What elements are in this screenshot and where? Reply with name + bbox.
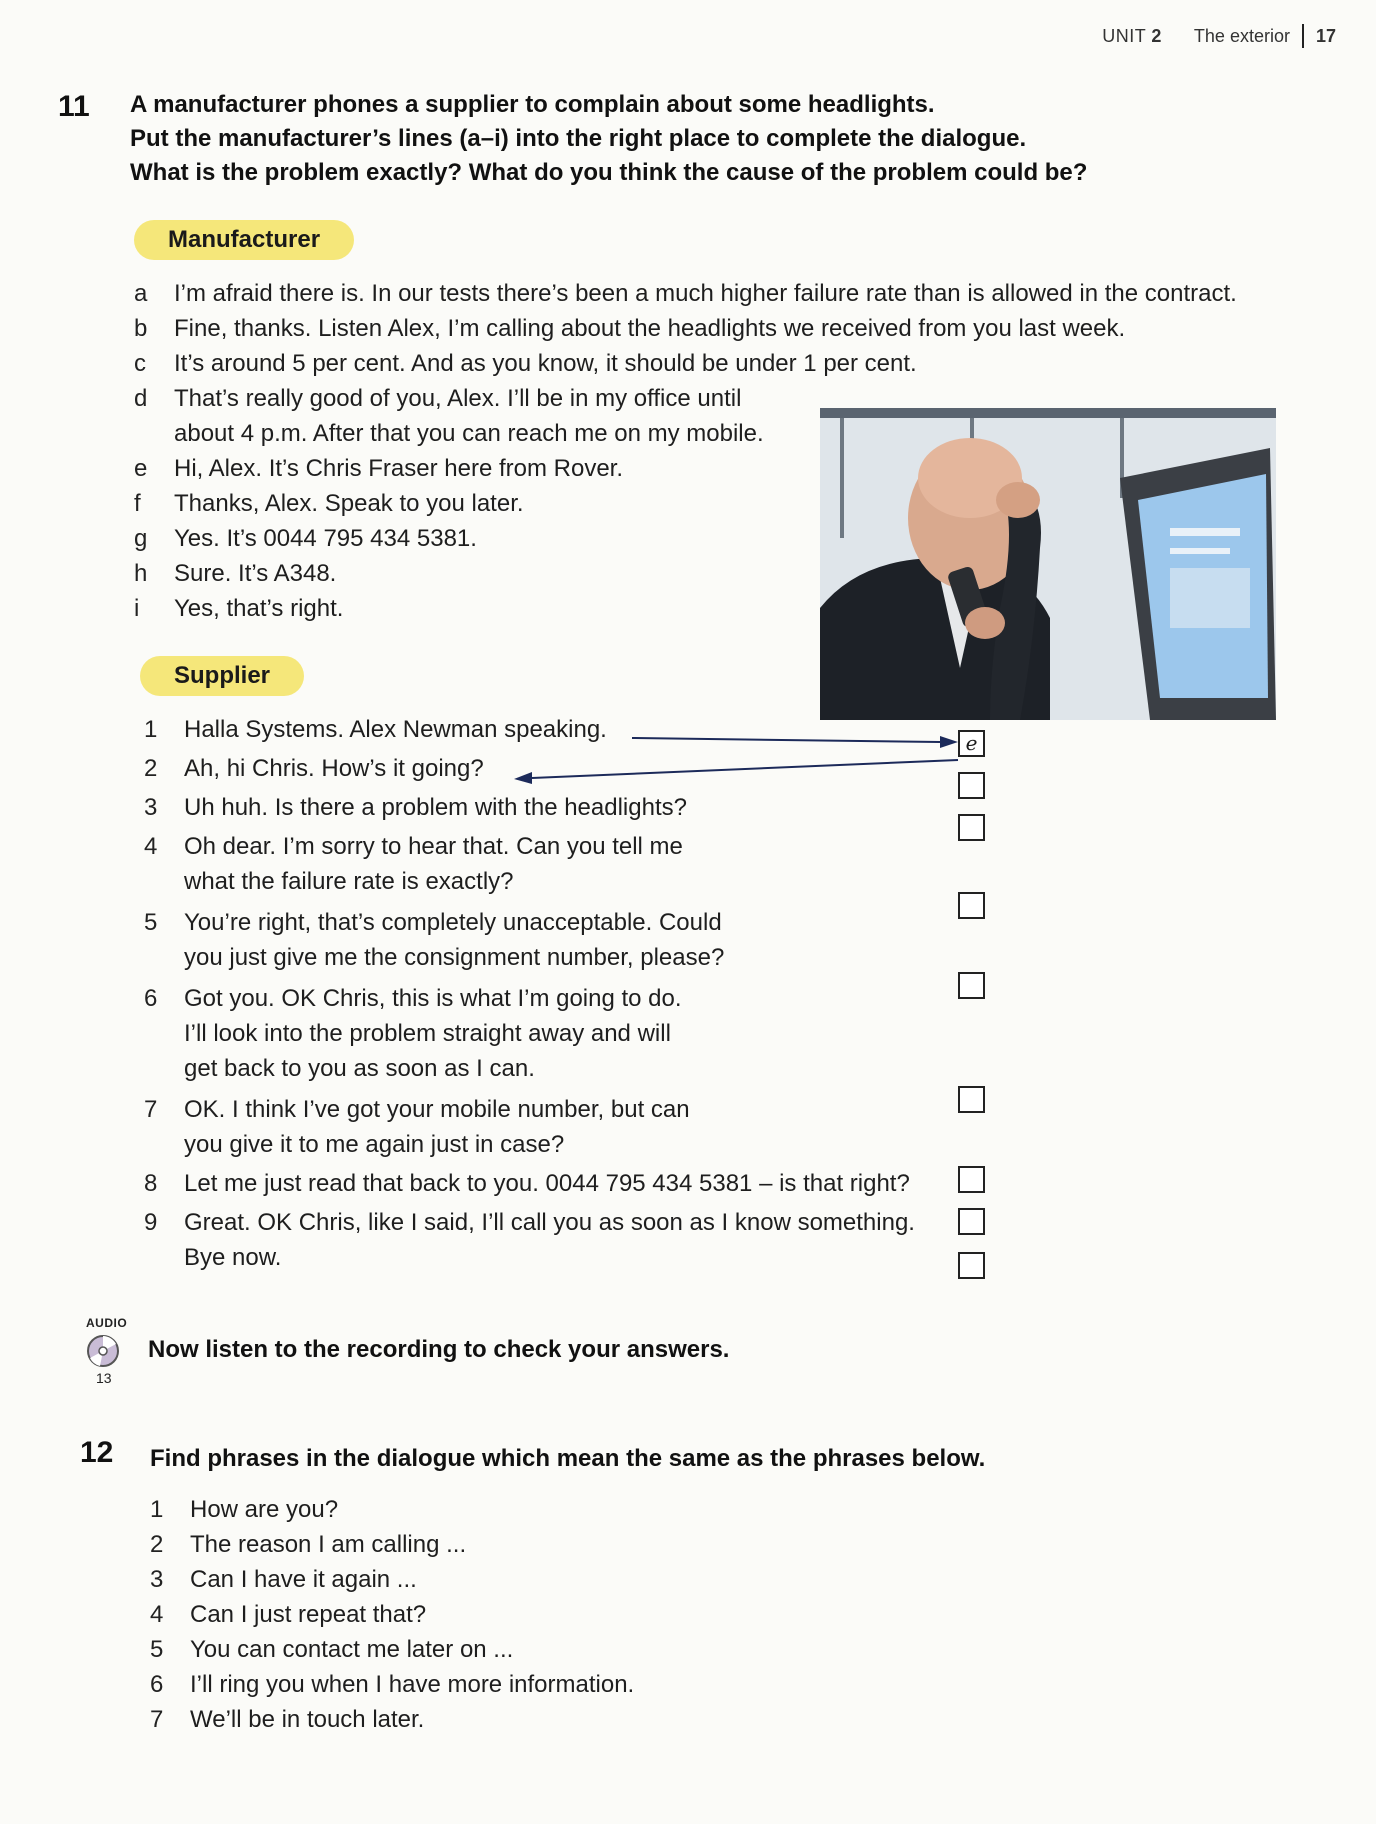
photo-man-on-phone xyxy=(820,408,1276,720)
line-text xyxy=(184,829,964,899)
line-number: 4 xyxy=(144,833,158,860)
answer-box-4[interactable] xyxy=(958,892,985,919)
line-number: 9 xyxy=(144,1209,158,1236)
item-text: Can I have it again ... xyxy=(190,1566,417,1593)
line-letter: h xyxy=(134,560,148,587)
manufacturer-heading: Manufacturer xyxy=(134,220,354,260)
line-text xyxy=(184,1205,964,1275)
item-number: 2 xyxy=(150,1531,164,1558)
item-number: 1 xyxy=(150,1496,164,1523)
line-number: 8 xyxy=(144,1170,158,1197)
line-text: That’s really good of you, Alex. I’ll be in my office until xyxy=(174,385,742,412)
line-text: Thanks, Alex. Speak to you later. xyxy=(174,490,524,517)
line-text-part: Bye now. xyxy=(184,1244,282,1271)
line-number: 3 xyxy=(144,794,158,821)
ex12-item-3 xyxy=(150,1562,1050,1597)
item-text: We’ll be in touch later. xyxy=(190,1706,425,1733)
ex12-item-1 xyxy=(150,1492,1050,1527)
line-letter: d xyxy=(134,385,148,412)
line-text xyxy=(184,981,964,1086)
exercise-12-number: 12 xyxy=(80,1436,114,1469)
item-number: 6 xyxy=(150,1671,164,1698)
answer-box-7[interactable] xyxy=(958,1166,985,1193)
line-text: Sure. It’s A348. xyxy=(174,560,337,587)
ex12-item-6 xyxy=(150,1667,1050,1702)
line-letter: a xyxy=(134,280,148,307)
item-text: The reason I am calling ... xyxy=(190,1531,467,1558)
item-text: Can I just repeat that? xyxy=(190,1601,427,1628)
line-text: Halla Systems. Alex Newman speaking. xyxy=(184,716,607,743)
line-text-part: You’re right, that’s completely unacceptable. Could xyxy=(184,909,722,936)
line-text: I’m afraid there is. In our tests there’s been a much higher failure rate than is allowed in the contract. xyxy=(174,280,1237,307)
ex12-item-2 xyxy=(150,1527,1050,1562)
answer-box-8[interactable] xyxy=(958,1208,985,1235)
answer-box-5[interactable] xyxy=(958,972,985,999)
answer-box-1[interactable]: e xyxy=(958,730,985,757)
photo-illustration xyxy=(820,408,1276,720)
audio-cd-icon[interactable] xyxy=(86,1334,120,1368)
supplier-line-5 xyxy=(144,905,964,975)
arrowhead-left xyxy=(514,772,532,784)
supplier-line-6 xyxy=(144,981,964,1086)
supplier-line-4 xyxy=(144,829,964,899)
manufacturer-line-c xyxy=(134,346,1294,381)
line-text-part: what the failure rate is exactly? xyxy=(184,868,514,895)
arrow-from-box-1 xyxy=(532,760,958,778)
supplier-line-7 xyxy=(144,1092,964,1162)
item-text: How are you? xyxy=(190,1496,339,1523)
line-text-part: OK. I think I’ve got your mobile number, but can xyxy=(184,1096,690,1123)
line-letter: f xyxy=(134,490,141,517)
exercise-11-instructions xyxy=(130,88,1310,190)
line-text: about 4 p.m. After that you can reach me on my mobile. xyxy=(174,420,764,447)
manufacturer-line-a xyxy=(134,276,1294,311)
audio-label: AUDIO xyxy=(86,1316,128,1330)
line-text: Uh huh. Is there a problem with the headlights? xyxy=(184,794,687,821)
line-letter: e xyxy=(134,455,148,482)
header-divider xyxy=(1302,24,1304,48)
manufacturer-line-b xyxy=(134,311,1294,346)
line-text: Let me just read that back to you. 0044 795 434 5381 – is that right? xyxy=(184,1170,910,1197)
line-text: It’s around 5 per cent. And as you know, it should be under 1 per cent. xyxy=(174,350,917,377)
line-text-part: get back to you as soon as I can. xyxy=(184,1055,535,1082)
ex12-item-5 xyxy=(150,1632,1050,1667)
exercise-12-instruction: Find phrases in the dialogue which mean the same as the phrases below. xyxy=(150,1445,986,1472)
exercise-11-number: 11 xyxy=(58,90,90,123)
line-number: 2 xyxy=(144,755,158,782)
line-text-part: Oh dear. I’m sorry to hear that. Can you tell me xyxy=(184,833,683,860)
ex12-item-4 xyxy=(150,1597,1050,1632)
line-text xyxy=(184,905,964,975)
instruction-line: What is the problem exactly? What do you think the cause of the problem could be? xyxy=(130,159,1088,186)
listen-instruction: Now listen to the recording to check your answers. xyxy=(148,1336,730,1363)
answer-box-6[interactable] xyxy=(958,1086,985,1113)
arrow-to-box-1 xyxy=(632,738,940,742)
line-text: Yes, that’s right. xyxy=(174,595,344,622)
line-letter: b xyxy=(134,315,148,342)
line-text-part: Got you. OK Chris, this is what I’m going to do. xyxy=(184,985,682,1012)
line-number: 6 xyxy=(144,985,158,1012)
page-header xyxy=(1102,24,1336,48)
exercise-12-list xyxy=(150,1492,1050,1737)
answer-box-9[interactable] xyxy=(958,1252,985,1279)
audio-track-number: 13 xyxy=(96,1370,112,1386)
line-text-part: you just give me the consignment number, please? xyxy=(184,944,725,971)
arrowhead-right xyxy=(940,736,958,748)
item-number: 5 xyxy=(150,1636,164,1663)
unit-label xyxy=(1102,26,1162,47)
line-letter: g xyxy=(134,525,148,552)
line-text-part: you give it to me again just in case? xyxy=(184,1131,565,1158)
line-text: Fine, thanks. Listen Alex, I’m calling about the headlights we received from you last week. xyxy=(174,315,1126,342)
example-arrows xyxy=(500,720,970,790)
answer-box-3[interactable] xyxy=(958,814,985,841)
section-title: The exterior xyxy=(1193,25,1290,46)
supplier-line-3 xyxy=(144,790,964,825)
unit-prefix: UNIT xyxy=(1102,25,1146,46)
line-number: 1 xyxy=(144,716,158,743)
line-text: Yes. It’s 0044 795 434 5381. xyxy=(174,525,477,552)
line-letter: i xyxy=(134,595,140,622)
line-text: Hi, Alex. It’s Chris Fraser here from Rover. xyxy=(174,455,624,482)
item-number: 7 xyxy=(150,1706,164,1733)
line-number: 5 xyxy=(144,909,158,936)
supplier-line-9 xyxy=(144,1205,964,1275)
supplier-line-8 xyxy=(144,1166,964,1201)
supplier-heading: Supplier xyxy=(140,656,304,696)
line-text: Ah, hi Chris. How’s it going? xyxy=(184,755,484,782)
line-letter xyxy=(134,416,174,451)
line-text-part: I’ll look into the problem straight away and will xyxy=(184,1020,671,1047)
line-number: 7 xyxy=(144,1096,158,1123)
unit-number: 2 xyxy=(1151,25,1162,46)
item-text: You can contact me later on ... xyxy=(190,1636,514,1663)
item-text: I’ll ring you when I have more information. xyxy=(190,1671,635,1698)
item-number: 4 xyxy=(150,1601,164,1628)
page-number: 17 xyxy=(1315,25,1336,46)
ex12-item-7 xyxy=(150,1702,1050,1737)
item-number: 3 xyxy=(150,1566,164,1593)
instruction-line: Put the manufacturer’s lines (a–i) into the right place to complete the dialogue. xyxy=(130,125,1027,152)
line-text-part: Great. OK Chris, like I said, I’ll call you as soon as I know something. xyxy=(184,1209,915,1236)
supplier-lines xyxy=(144,712,964,1275)
line-text xyxy=(184,1092,964,1162)
instruction-line: A manufacturer phones a supplier to complain about some headlights. xyxy=(130,91,935,118)
line-letter: c xyxy=(134,350,146,377)
